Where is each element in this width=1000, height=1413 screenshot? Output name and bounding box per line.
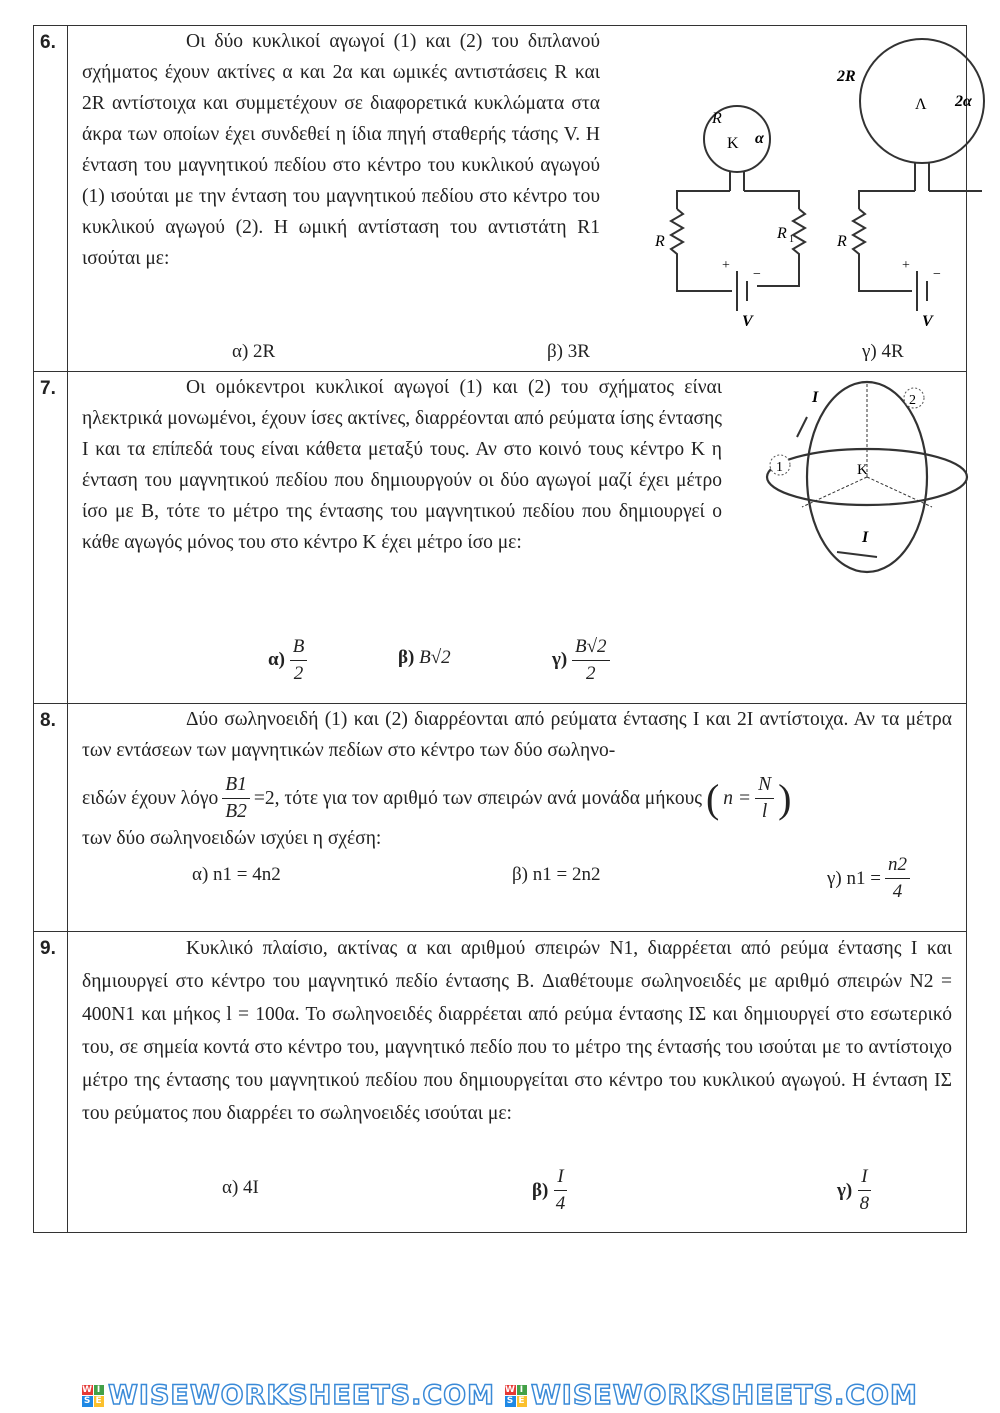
logo-icon: W I S E [82, 1384, 103, 1406]
label-i-bottom: I [862, 529, 869, 546]
answer-c[interactable] [552, 634, 610, 687]
answer-a[interactable]: α) 4I [222, 1177, 259, 1198]
question-8-content [82, 704, 956, 931]
fraction-i-over-8 [858, 1164, 870, 1217]
battery-1 [737, 271, 747, 311]
answer-c[interactable]: γ) 4R [862, 341, 904, 362]
denominator: 4 [892, 881, 903, 902]
n-def: n = [723, 787, 752, 809]
answer-b-label: β) [398, 647, 415, 668]
label-alpha: α [755, 130, 764, 147]
answer-b-label: β) [532, 1179, 549, 1201]
answer-c-label: γ) n1 = [827, 867, 881, 889]
brand-text: WISEWORKSHEETS.COM [108, 1380, 495, 1411]
answer-b-value: B√2 [419, 647, 451, 668]
label-minus2: − [933, 267, 941, 282]
question-number: 7. [34, 372, 68, 703]
question-9-text: Κυκλικό πλαίσιο, ακτίνας α και αριθμού σπειρών N1, διαρρέεται από ρεύμα έντασης I και δημιουργεί στο κέντρο του μαγνητικό πεδίο έντασης B. Διαθέτουμε σωληνοειδές με αριθμό σπειρών N2 = 400N1 και μήκος l = 100α. Το σωληνοειδές διαρρέεται από ρεύμα έντασης IΣ και δημιουργεί στο εσωτερικό του, σε σημεία κοντά στο κέντρο του, μαγνητικό πεδίο που το μέτρο της έντασής του ισούται με το αντίστοιχο μέτρο της έντασης του μαγνητικού πεδίου που δημιουργείται στο κέντρο του κυκλικού αγωγού. Η ένταση IΣ του ρεύματος που διαρρέει το σωληνοειδές ισούται με: [82, 938, 952, 1124]
question-number: 8. [34, 704, 68, 931]
resistor-r1 [757, 209, 805, 286]
answer-b[interactable] [398, 647, 451, 669]
question-8-row [34, 704, 966, 932]
brand-watermark-1 [82, 1380, 495, 1411]
answer-c[interactable] [837, 1164, 871, 1217]
denominator: l [761, 801, 768, 822]
label-1: 1 [776, 460, 783, 475]
label-2: 2 [909, 393, 916, 408]
answer-a[interactable] [268, 634, 307, 687]
label-k: K [857, 462, 868, 478]
label-2a: 2α [955, 93, 972, 110]
fraction-b-over-2 [290, 634, 308, 687]
resistor-r-left [671, 209, 732, 291]
logo-icon: W I S E [505, 1384, 526, 1406]
answer-b[interactable]: β) n1 = 2n2 [512, 864, 601, 885]
denominator: 8 [859, 1193, 870, 1214]
numerator: B [290, 634, 308, 661]
numerator: N [755, 772, 774, 799]
numerator: n2 [885, 852, 910, 879]
question-7-content [82, 372, 956, 703]
perpendicular-loops-figure [767, 377, 977, 597]
answer-b[interactable] [532, 1164, 567, 1217]
question-7-row [34, 372, 966, 704]
footer-watermark [0, 1378, 1000, 1413]
denominator: 2 [293, 663, 304, 684]
label-r: R [712, 110, 722, 127]
worksheet-table [33, 25, 972, 1233]
fraction-n2-over-4 [885, 852, 910, 905]
answer-c-label: γ) [837, 1179, 853, 1201]
question-9-row [34, 932, 966, 1232]
numerator: B1 [222, 772, 250, 799]
line2-mid: =2, τότε για τον αριθμό των σπειρών ανά μονάδα μήκους [253, 787, 702, 809]
brand-watermark-2 [505, 1380, 918, 1411]
answer-a[interactable]: α) 2R [232, 341, 276, 362]
ratio-fraction [222, 772, 250, 825]
line2-pre: ειδών έχουν λόγο [82, 787, 219, 809]
answer-b[interactable]: β) 3R [547, 341, 590, 362]
question-6-content [82, 26, 972, 371]
label-k: K [727, 135, 739, 152]
resistor-r-right [853, 209, 912, 291]
label-2r: 2R [837, 68, 856, 85]
numerator: B√2 [572, 634, 610, 661]
label-r1: R [777, 225, 787, 242]
answer-a-label: α) [268, 648, 285, 670]
question-number: 9. [34, 932, 68, 1232]
question-7-text: Οι ομόκεντροι κυκλικοί αγωγοί (1) και (2) του σχήματος είναι ηλεκτρικά μονωμένοι, έχουν ίσες ακτίνες, διαρρέονται από ρεύματα ίσης έντασης I και τα επίπεδά τους είναι κάθετα μεταξύ τους. Αν στο κοινό τους κέντρο Κ η ένταση του μαγνητικού πεδίου που δημιουργούν οι δύο αγωγοί μαζί έχει μέτρο ίσο με B, τότε το μέτρο της έντασης του μαγνητικού πεδίου που δημιουργεί ο κάθε αγωγός μόνος του στο κέντρο Κ έχει μέτρο ίσο με: [82, 377, 722, 553]
denominator: B2 [225, 801, 247, 822]
label-i-top: I [812, 389, 819, 406]
label-plus: + [722, 258, 730, 273]
label-r-right: R [837, 233, 847, 250]
brand-text: WISEWORKSHEETS.COM [531, 1380, 918, 1411]
denominator: 2 [585, 663, 596, 684]
question-number: 6. [34, 26, 68, 371]
fraction-i-over-4 [554, 1164, 566, 1217]
label-plus2: + [902, 258, 910, 273]
question-6-text: Οι δύο κυκλικοί αγωγοί (1) και (2) του διπλανού σχήματος έχουν ακτίνες α και 2α και ωμικές αντιστάσεις R και 2R αντίστοιχα και συμμετέχουν σε διαφορετικά κυκλώματα στα άκρα των οποίων έχει συνδεθεί η ίδια πηγή σταθερής τάσης V. Η ένταση του μαγνητικού πεδίου στο κέντρο του κυκλικού αγωγού (1) ισούται με την ένταση του μαγνητικού πεδίου στο κέντρο του κυκλικού αγωγού (2). Η ωμική αντίσταση του αντιστάτη R1 ισούται με: [82, 31, 600, 269]
numerator: I [554, 1164, 566, 1191]
answer-a[interactable]: α) n1 = 4n2 [192, 864, 281, 885]
fraction-b-root2-over-2 [572, 634, 610, 687]
numerator: I [858, 1164, 870, 1191]
question-8-line2: ειδών έχουν λόγο $\frac{B1}{B2}$ =2, τότε για τον αριθμό των σπειρών ανά μονάδα μήκους ( n = $\frac{N}{l}$ ) [82, 772, 791, 825]
question-8-line1: Δύο σωληνοειδή (1) και (2) διαρρέονται από ρεύματα έντασης I και 2I αντίστοιχα. Αν τα μέτρα των εντάσεων των μαγνητικών πεδίων στο κέντρο των δύο σωληνο- [82, 709, 952, 761]
question-6-row [34, 26, 972, 372]
n-fraction [755, 772, 774, 825]
question-9-content [82, 932, 956, 1232]
label-v2: V [922, 313, 933, 330]
denominator: 4 [555, 1193, 566, 1214]
label-r-load: R [655, 233, 665, 250]
two-loops-circuit-figure [637, 31, 977, 330]
label-r1-sub: 1 [789, 234, 794, 245]
label-minus: − [753, 267, 761, 282]
answer-c-label: γ) [552, 648, 568, 670]
answer-c[interactable] [827, 852, 910, 905]
label-v: V [742, 313, 753, 330]
label-lambda: Λ [915, 96, 927, 113]
question-8-line3: των δύο σωληνοειδών ισχύει η σχέση: [82, 828, 382, 849]
